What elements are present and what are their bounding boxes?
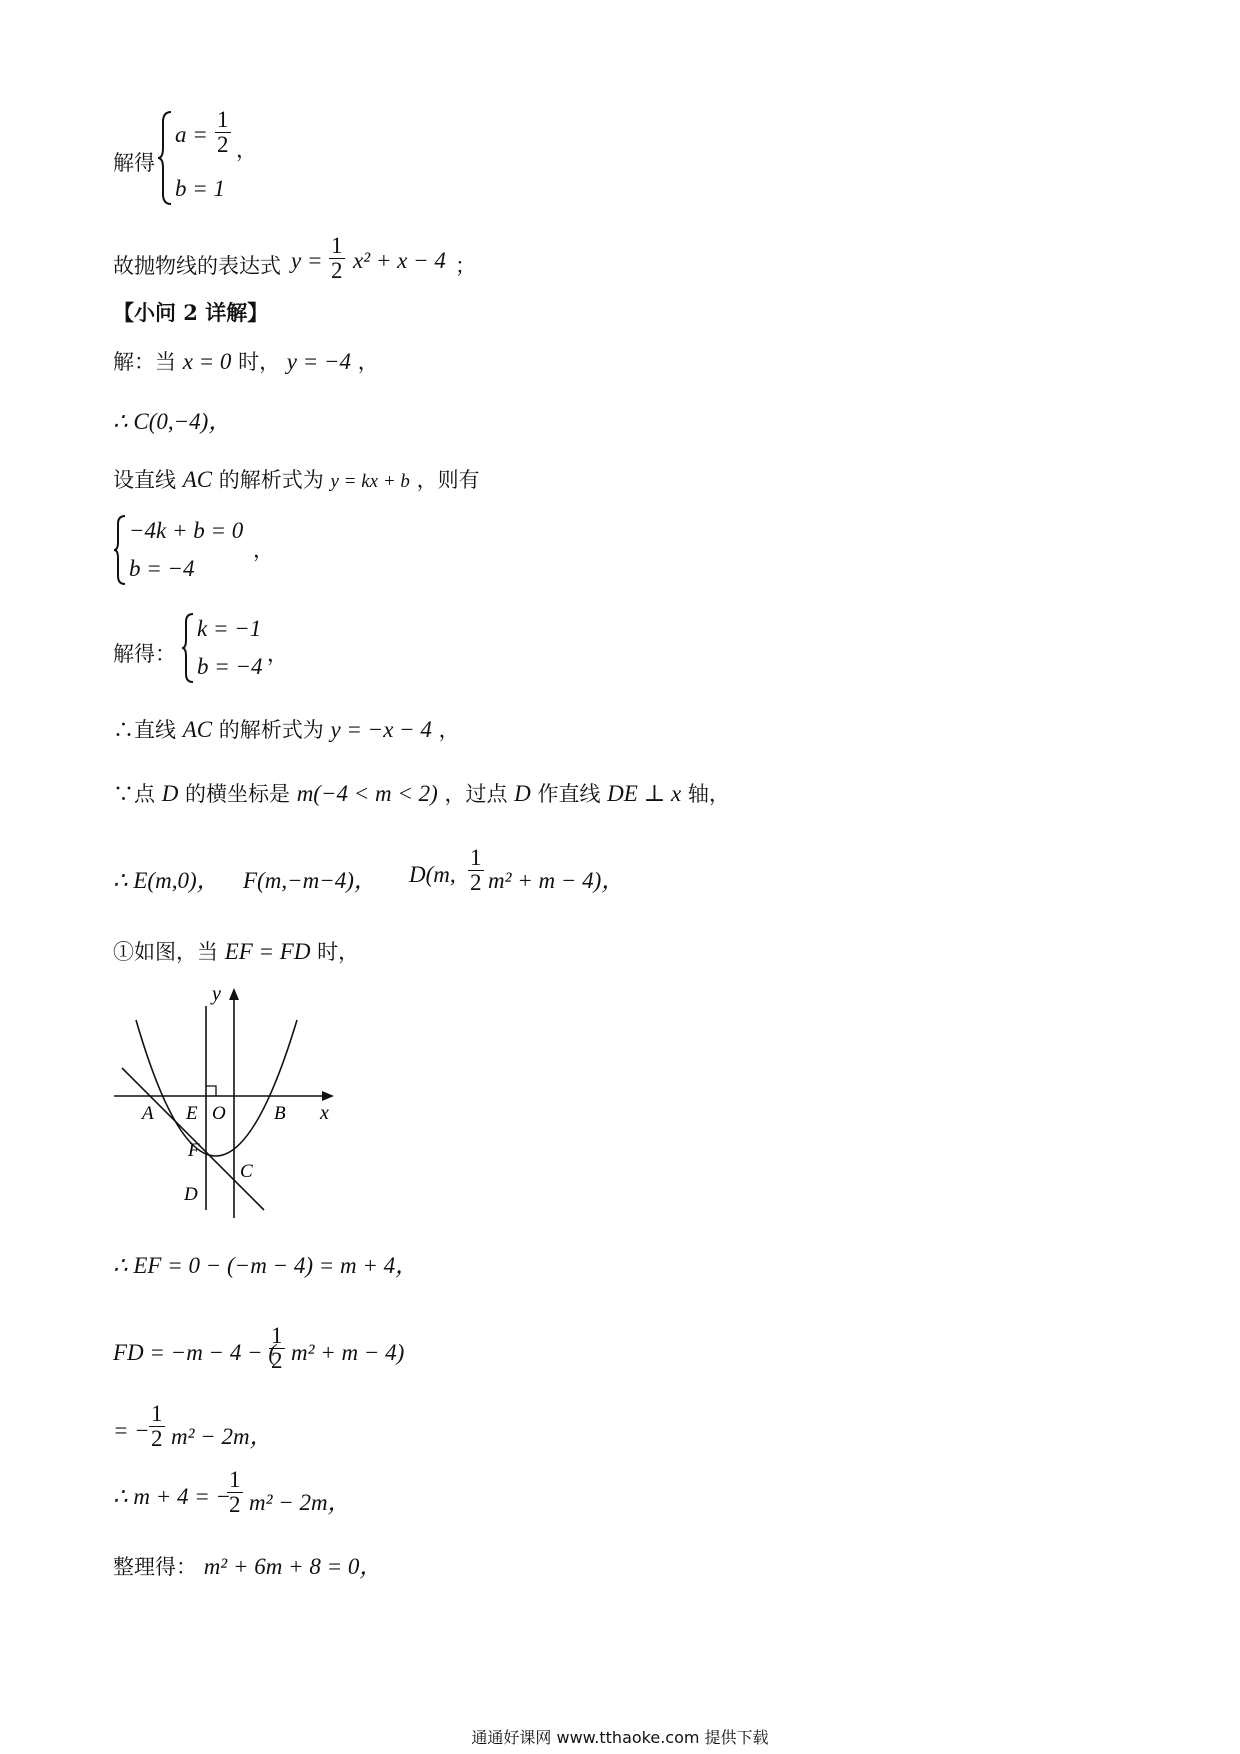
line-ac-setup: 设直线 AC 的解析式为 y = kx + b ，则有 — [113, 467, 480, 492]
system-2: −4k + b = 0 b = −4 ， — [113, 512, 313, 588]
eq-b: b = 1 — [175, 176, 226, 201]
brace-icon — [113, 514, 127, 586]
label-o: O — [212, 1103, 226, 1124]
fraction-half-3: $\frac{1}{2}$ — [470, 845, 482, 895]
line-x0: 解：当 x = 0 时， y = −4 ， — [113, 349, 379, 374]
y-axis-arrow-icon — [229, 988, 239, 1000]
solution-system-1 — [113, 108, 313, 208]
brace-icon — [181, 612, 195, 684]
label-a: A — [142, 1103, 154, 1124]
right-angle-icon — [206, 1086, 216, 1096]
label-d: D — [184, 1184, 198, 1205]
point-c-line: ∴ C(0,−4)， — [113, 409, 232, 434]
text-expression: 故抛物线的表达式 — [113, 254, 281, 278]
case-1-line: ①如图，当 EF = FD 时， — [113, 939, 360, 964]
eq-a: a = — [175, 122, 208, 147]
label-x: x — [320, 1102, 329, 1124]
fraction-half-6: $\frac{1}{2}$ — [229, 1467, 241, 1517]
label-e: E — [186, 1103, 198, 1124]
simplified-fd-line: = − $\frac{1}{2}$ m² − 2m， — [113, 1401, 273, 1451]
fraction-half-4: $\frac{1}{2}$ — [271, 1323, 283, 1373]
x-axis-arrow-icon — [322, 1091, 334, 1101]
semicolon: ； — [455, 254, 476, 278]
ef-line: ∴ EF = 0 − (−m − 4) = m + 4， — [113, 1253, 419, 1278]
label-b: B — [274, 1103, 286, 1124]
system-3: 解得： k = −1 b = −4 ， — [113, 610, 333, 686]
section-heading: 【小问 2 详解】 — [113, 300, 269, 325]
fraction-half-1: $\frac{1}{2}$ — [217, 107, 229, 157]
quadratic-line: 整理得： m² + 6m + 8 = 0， — [113, 1554, 383, 1579]
page-footer: 通通好课网 www.tthaoke.com 提供下载 — [471, 1728, 769, 1747]
points-efd-line: ∴ E(m,0)， F(m,−m−4)， D(m, $\frac{1}{2}$ m² + m − 4)， — [113, 845, 625, 895]
eq-y: y = — [291, 248, 323, 273]
fraction-half-2: $\frac{1}{2}$ — [331, 233, 343, 283]
equation-line: ∴ m + 4 = − $\frac{1}{2}$ m² − 2m， — [113, 1467, 351, 1517]
point-d-line: ∵点 D 的横坐标是 m(−4 < m < 2) ，过点 D 作直线 DE ⊥ x 轴， — [113, 781, 730, 806]
fraction-half-5: $\frac{1}{2}$ — [151, 1401, 163, 1451]
label-jiede: 解得 — [113, 151, 155, 175]
comma: ， — [236, 138, 257, 162]
label-f: F — [188, 1140, 200, 1161]
label-c: C — [240, 1161, 253, 1182]
label-y: y — [212, 983, 221, 1005]
brace-icon — [157, 110, 173, 206]
eq-rest: x² + x − 4 — [353, 248, 446, 273]
line-ac-result: ∴直线 AC 的解析式为 y = −x − 4 ， — [113, 717, 460, 742]
parabola-figure — [110, 982, 340, 1222]
fd-line: FD = −m − 4 − ( $\frac{1}{2}$ m² + m − 4) — [113, 1323, 405, 1373]
